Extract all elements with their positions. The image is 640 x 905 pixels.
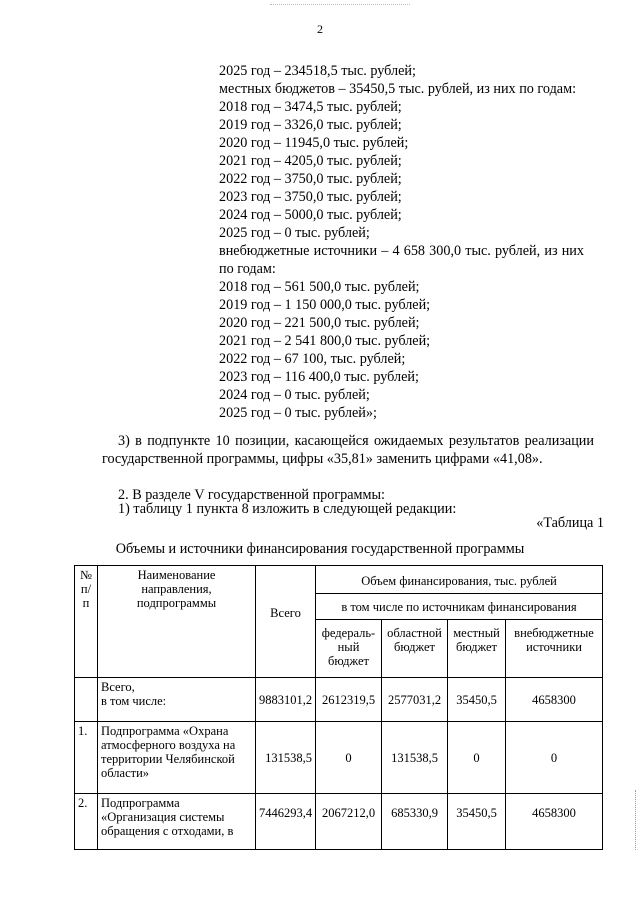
header-total: Всего bbox=[256, 566, 316, 678]
row-regional: 131538,5 bbox=[382, 722, 448, 794]
year-line: 2025 год – 234518,5 тыс. рублей; bbox=[219, 63, 416, 79]
row-extra: 4658300 bbox=[506, 794, 603, 850]
year-line: 2018 год – 561 500,0 тыс. рублей; bbox=[219, 279, 420, 295]
funding-lines bbox=[219, 62, 584, 422]
year-line: 2020 год – 221 500,0 тыс. рублей; bbox=[219, 315, 420, 331]
year-line: 2020 год – 11945,0 тыс. рублей; bbox=[219, 135, 409, 151]
row-total: 131538,5 bbox=[256, 722, 316, 794]
page-number: 2 bbox=[317, 22, 323, 36]
header-extrabudget: внебюджетные источники bbox=[506, 620, 603, 678]
row-num: 1. bbox=[75, 722, 98, 794]
year-line: 2024 год – 5000,0 тыс. рублей; bbox=[219, 207, 402, 223]
extrabudget-line: внебюджетные источники – 4 658 300,0 тыс. рублей, из них по годам: bbox=[219, 243, 584, 277]
row-federal: 2067212,0 bbox=[316, 794, 382, 850]
row-num bbox=[75, 678, 98, 722]
header-federal: федераль-ный бюджет bbox=[316, 620, 382, 678]
table-row bbox=[75, 722, 603, 794]
year-line: 2023 год – 116 400,0 тыс. рублей; bbox=[219, 369, 419, 385]
header-by-source: в том числе по источникам финансирования bbox=[316, 594, 603, 620]
row-regional: 2577031,2 bbox=[382, 678, 448, 722]
row-num: 2. bbox=[75, 794, 98, 850]
row-total: 9883101,2 bbox=[256, 678, 316, 722]
scan-artifact bbox=[270, 4, 410, 7]
table-label: «Таблица 1 bbox=[536, 515, 604, 531]
paragraph-item-3: 3) в подпункте 10 позиции, касающейся ожидаемых результатов реализации государственной программы, цифры «35,81» заменить цифрами «41,08». bbox=[102, 433, 594, 467]
year-line: 2023 год – 3750,0 тыс. рублей; bbox=[219, 189, 402, 205]
financing-table bbox=[74, 565, 603, 850]
row-federal: 2612319,5 bbox=[316, 678, 382, 722]
header-num: № п/п bbox=[75, 566, 98, 678]
header-local: местный бюджет bbox=[448, 620, 506, 678]
row-regional: 685330,9 bbox=[382, 794, 448, 850]
row-name: Всего, в том числе: bbox=[98, 678, 256, 722]
year-line: 2025 год – 0 тыс. рублей»; bbox=[219, 405, 377, 421]
local-budget-line: местных бюджетов – 35450,5 тыс. рублей, из них по годам: bbox=[219, 81, 577, 97]
row-local: 35450,5 bbox=[448, 794, 506, 850]
year-line: 2019 год – 1 150 000,0 тыс. рублей; bbox=[219, 297, 431, 313]
year-line: 2024 год – 0 тыс. рублей; bbox=[219, 387, 370, 403]
row-local: 35450,5 bbox=[448, 678, 506, 722]
row-name: Подпрограмма «Организация системы обращения с отходами, в bbox=[98, 794, 256, 850]
year-line: 2019 год – 3326,0 тыс. рублей; bbox=[219, 117, 402, 133]
row-name: Подпрограмма «Охрана атмосферного воздуха на территории Челябинской области» bbox=[98, 722, 256, 794]
table-row bbox=[75, 678, 603, 722]
row-total: 7446293,4 bbox=[256, 794, 316, 850]
paragraph-table-intro: 1) таблицу 1 пункта 8 изложить в следующей редакции: bbox=[118, 501, 457, 517]
table-title: Объемы и источники финансирования государственной программы bbox=[115, 541, 525, 557]
year-line: 2021 год – 2 541 800,0 тыс. рублей; bbox=[219, 333, 431, 349]
row-federal: 0 bbox=[316, 722, 382, 794]
scan-artifact bbox=[629, 790, 636, 850]
row-local: 0 bbox=[448, 722, 506, 794]
paragraph-section-2: 2. В разделе V государственной программы: bbox=[118, 487, 385, 503]
header-regional: областной бюджет bbox=[382, 620, 448, 678]
year-line: 2025 год – 0 тыс. рублей; bbox=[219, 225, 370, 241]
year-line: 2021 год – 4205,0 тыс. рублей; bbox=[219, 153, 402, 169]
table-row bbox=[75, 794, 603, 850]
year-line: 2018 год – 3474,5 тыс. рублей; bbox=[219, 99, 402, 115]
year-line: 2022 год – 67 100, тыс. рублей; bbox=[219, 351, 406, 367]
row-extra: 4658300 bbox=[506, 678, 603, 722]
header-volume: Объем финансирования, тыс. рублей bbox=[316, 566, 603, 594]
year-line: 2022 год – 3750,0 тыс. рублей; bbox=[219, 171, 402, 187]
row-extra: 0 bbox=[506, 722, 603, 794]
header-name: Наименование направления, подпрограммы bbox=[98, 566, 256, 678]
